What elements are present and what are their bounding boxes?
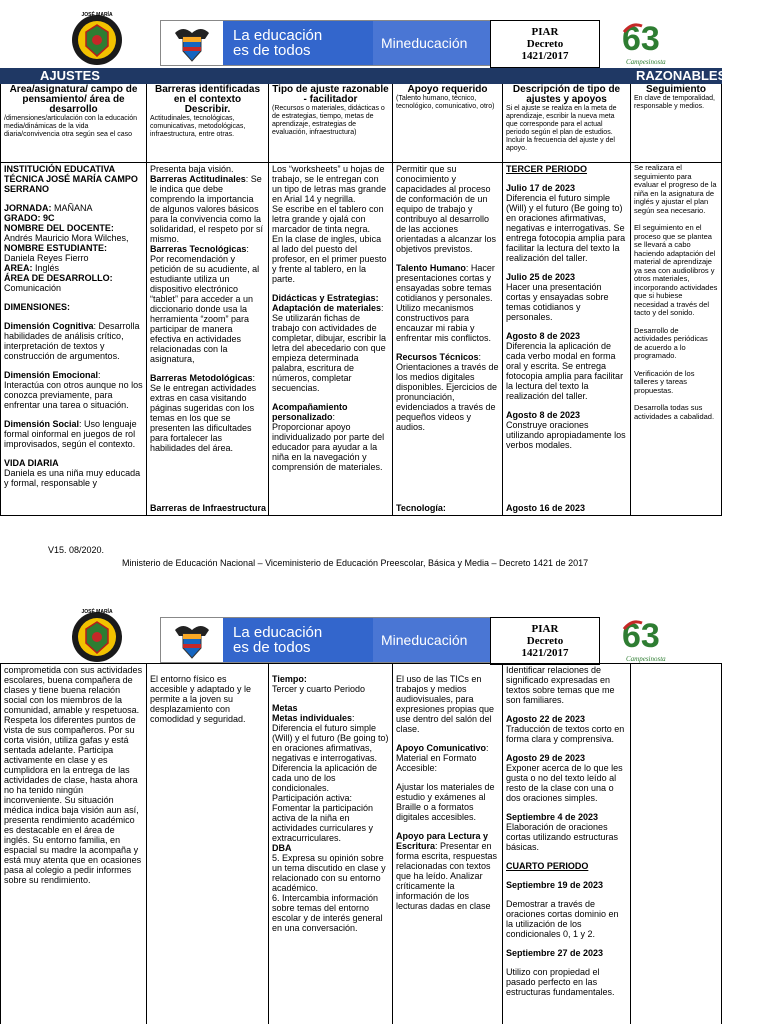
banner-slogan-line2: es de todos — [233, 42, 311, 59]
title-ajustes: AJUSTES — [40, 68, 100, 83]
piar-label: PIAR — [531, 26, 559, 38]
header-col-barreras — [146, 84, 268, 162]
dim-emocional-text: : Interactúa con otros aunque no los conozca previamente, para enfrentar una tarea o situación. — [4, 370, 143, 410]
header-col-sub: /dimensiones/articulación con la educación media/dinámicas de la vida diaria/convivencia otra según sea el caso — [4, 115, 138, 138]
barrera-vision: Presenta baja visión. — [150, 164, 234, 174]
piar-decree-box — [490, 617, 600, 665]
desc-julio-17: Diferencia el futuro simple (Will) y el futuro (Be going to) en oraciones afirmativas, negativas e interrogativas. Se entrega fotocopia amplia para facilitar la lectura del texto la realización del taller. — [506, 193, 626, 263]
desc-agosto-8b: Construye oraciones utilizando apropiadamente los verbos modales. — [506, 420, 626, 450]
barreras-tecnologicas-label: Barreras Tecnológicas — [150, 244, 247, 254]
logo-63-subtitle: Campesinosta — [626, 58, 666, 66]
desc-septiembre-4: Elaboración de oraciones cortas utilizando estructuras básicas. — [506, 822, 619, 852]
header-col-title: Apoyo requerido — [407, 84, 488, 95]
date-septiembre-19: Septiembre 19 de 2023 — [506, 880, 604, 890]
acompanamiento-label: Acompañamiento personalizado — [272, 402, 348, 422]
date-agosto-16: Agosto 16 de 2023 — [506, 503, 586, 513]
header-col-title: Area/asignatura/ campo de pensamiento/ área de desarrollo — [9, 84, 138, 115]
ajuste-tablero: Se escribe en el tablero con letra grande y ojalá con marcador de tinta negra. — [272, 204, 384, 234]
vida-diaria-label: VIDA DIARIA — [4, 458, 59, 468]
header-col-sub: Actitudinales, tecnológicas, comunicativas, metodológicas, infraestructura, entre otras. — [150, 115, 246, 138]
date-septiembre-4: Septiembre 4 de 2023 — [506, 812, 599, 822]
footer-version: V15. 08/2020. — [48, 545, 105, 555]
anniversary-63-logo-icon — [618, 16, 692, 70]
metas-label: Metas — [272, 703, 298, 713]
cell-seguimiento-cont — [630, 664, 722, 1024]
date-agosto-29: Agosto 29 de 2023 — [506, 753, 586, 763]
cell-vida-diaria-cont — [0, 664, 146, 1024]
header-col-title: Barreras identificadas en el contexto Describir. — [154, 84, 261, 115]
area-value: Inglés — [32, 263, 60, 273]
header-col-sub: En clave de temporalidad, responsable y medios. — [634, 95, 715, 110]
school-crest-icon — [70, 607, 124, 665]
cell-area-info — [0, 163, 146, 515]
metas-individuales-text: : Diferencia el futuro simple (Will) y el futuro (Be going to) en oraciones afirmativas, negativas e interrogativas. Diferencia la aplicación de cada uno de los condicionales. — [272, 713, 389, 793]
banner-ministry: Mineducación — [373, 21, 490, 65]
header-col-area — [0, 84, 146, 162]
piar-decree-label: Decreto — [526, 635, 564, 647]
apoyo-comunicativo-label: Apoyo Comunicativo — [396, 743, 487, 753]
ajuste-ubicacion: En la clase de ingles, ubica al lado del puesto del profesor, en el primer puesto y frente al tablero, en la parte. — [272, 234, 387, 284]
banner-slogan-line2: es de todos — [233, 639, 311, 656]
grado-label: GRADO: 9C — [4, 213, 55, 223]
infraestructura-text: El entorno físico es accesible y adaptado y le permite a la joven su desplazamiento con comodidad y seguridad. — [150, 674, 252, 724]
page-header — [0, 597, 768, 665]
area-label: AREA: — [4, 263, 33, 273]
barreras-tecnologicas-text: : Por recomendación y petición de su acudiente, al estudiante utiliza un dispositivo electrónico “tablet” para acceder a un diccionario donde usa la herramienta “zoom” para participar de manera efectiva en actividades relacionadas con la asignatura, — [150, 244, 260, 364]
vida-diaria-continued: comprometida con sus actividades escolares, buena compañera de clases y tiene buena relación social con los miembros de la comunidad, amable y respetuosa. Respeta los diferentes puntos de vista de sus compañeros. Por su corta visión, utiliza gafas y está sentada adelante. Participa activamente en clase y es cumplidora en la entrega de las actividades de clase, hasta ahora no ha tenido ningún inconveniente. Su situación médica indica baja visión aun así, presenta rendimiento académico es destacable en el área de inglés. Su entorno familia, en espacial su madre la acompaña y está muy atenta que en ocasiones pasa al colegio a pedir informes sobre su rendimiento. — [4, 665, 143, 885]
dim-emocional-label: Dimensión Emocional — [4, 370, 99, 380]
header-col-sub: (Recursos o materiales, didácticas o de estrategias, tiempo, metas de aprendizaje, estrategias de evaluación, infraestructura) — [272, 105, 385, 136]
jornada-label: JORNADA: — [4, 203, 52, 213]
table-body-row — [0, 163, 722, 516]
participacion-label: Participación activa — [272, 793, 350, 803]
banner-slogan — [223, 21, 373, 65]
banner-ministry: Mineducación — [373, 618, 490, 662]
cell-tipo-ajuste — [268, 163, 392, 515]
seguimiento-p2: El seguimiento en el proceso que se plantea se llevará a cabo haciendo adaptación del material de aprendizaje ya sea con audiolibros y otros materiales, incorporando actividades que si hubiese necesidad a través del tacto y del sonido. — [634, 223, 718, 317]
logo-63-number: 63 — [622, 617, 660, 655]
apoyo-lectura-label: Apoyo para Lectura y Escritura — [396, 831, 489, 851]
desarrollo-value: Comunicación — [4, 283, 62, 293]
barreras-metodologicas-text: : Se le entregan actividades extras en casa visitando páginas sugeridas con los temas en los que se presenten las dificultades para fortalecer las habilidades del área. — [150, 373, 257, 453]
header-col-apoyo — [392, 84, 502, 162]
cell-apoyo — [392, 163, 502, 515]
date-julio-25: Julio 25 de 2023 — [506, 272, 576, 282]
mineducacion-banner — [160, 20, 490, 66]
tecnologia-label: Tecnología: — [396, 503, 446, 513]
seguimiento-p3: Desarrollo de actividades periódicas de acuerdo a lo programado. — [634, 325, 708, 360]
header-col-title: Descripción de tipo de ajustes y apoyos — [512, 84, 621, 105]
apoyo-comunicativo-text: : Material en Formato Accesible: — [396, 743, 489, 773]
desc-relaciones: Identificar relaciones de significado expresadas en textos sobre temas que me son familiares. — [506, 665, 615, 705]
colombia-shield-icon — [161, 618, 223, 662]
date-septiembre-27: Septiembre 27 de 2023 — [506, 948, 604, 958]
barreras-infraestructura-label: Barreras de Infraestructura — [150, 503, 267, 513]
header-col-title: Seguimiento — [645, 84, 706, 95]
header-col-title: Tipo de ajuste razonable - facilitador — [272, 84, 389, 105]
header-col-seguimiento — [630, 84, 722, 162]
barreras-actitudinales-label: Barreras Actitudinales — [150, 174, 246, 184]
dim-social-text: : Uso lenguaje formal oinformal en juegos de rol improvisados, según el contexto. — [4, 419, 137, 449]
logo-63-subtitle: Campesinosta — [626, 655, 666, 663]
apoyo-braille: Ajustar los materiales de estudio y exámenes al Braille o a formatos digitales accesibles. — [396, 782, 495, 822]
institution-name: INSTITUCIÓN EDUCATIVA TÉCNICA JOSÉ MARÍA CAMPO SERRANO — [4, 164, 138, 194]
desc-julio-25: Hacer una presentación cortas y ensayadas sobre temas cotidianos y personales. — [506, 282, 609, 322]
desc-agosto-22: Traducción de textos corto en forma clara y comprensiva. — [506, 724, 625, 744]
dim-cognitiva-label: Dimensión Cognitiva — [4, 321, 94, 331]
piar-page-2 — [0, 597, 768, 1024]
acompanamiento-text: : Proporcionar apoyo individualizado por parte del educador para ayudar a la niña en la navegación y comprensión de materiales. — [272, 412, 385, 472]
desc-septiembre-19: Demostrar a través de oraciones cortas dominio en la utilización de los condicionales 0, 1 y 2. — [506, 899, 619, 939]
school-crest-icon — [70, 10, 124, 68]
mineducacion-banner — [160, 617, 490, 663]
dim-social-label: Dimensión Social — [4, 419, 80, 429]
docente-value: Andrés Mauricio Mora Wilches, — [4, 233, 129, 243]
piar-label: PIAR — [531, 623, 559, 635]
header-col-sub: (Talento humano, técnico, tecnológico, comunicativo, otro) — [396, 95, 495, 110]
cell-barreras — [146, 163, 268, 515]
dba-label: DBA — [272, 843, 292, 853]
tiempo-value: Tercer y cuarto Periodo — [272, 684, 366, 694]
table-header-row — [0, 84, 722, 163]
date-agosto-22: Agosto 22 de 2023 — [506, 714, 586, 724]
banner-slogan-line1: La educación — [233, 624, 323, 641]
cell-apoyo-cont — [392, 664, 502, 1024]
desc-agosto-29: Exponer acerca de lo que les gusta o no del texto leído al resto de la clase con una o dos oraciones simples. — [506, 763, 623, 803]
cell-seguimiento — [630, 163, 722, 515]
colombia-shield-icon — [161, 21, 223, 65]
title-bar — [0, 68, 727, 84]
desarrollo-label: ÁREA DE DESARROLLO: — [4, 273, 113, 283]
apoyo-conocimiento: Permitir que su conocimiento y capacidades al proceso de conformación de un equipo de trabajo y contribuyo al desarrollo de las acciones orientadas a alcanzar los objetivos previstos. — [396, 164, 497, 254]
piar-decree-box — [490, 20, 600, 68]
banner-slogan — [223, 618, 373, 662]
metas-individuales-label: Metas individuales — [272, 713, 353, 723]
banner-slogan-line1: La educación — [233, 27, 323, 44]
desc-agosto-8a: Diferencia la aplicación de cada verbo modal en forma oral y escrita. Se entrega fotocopia amplia para facilitar la lectura del texto la realización del taller. — [506, 341, 624, 401]
date-agosto-8a: Agosto 8 de 2023 — [506, 331, 581, 341]
recursos-tecnicos-text: : Orientaciones a través de los medios digitales disponibles. Ejercicios de pronunciación, evidenciados a través de pequeños videos y audios. — [396, 352, 499, 432]
tiempo-label: Tiempo — [272, 674, 304, 684]
title-razonables: RAZONABLES — [636, 68, 727, 83]
date-agosto-8b: Agosto 8 de 2023 — [506, 410, 581, 420]
header-col-sub: Si el ajuste se realiza en la meta de aprendizaje, escribir la nueva meta que corresponde para el actual periodo según el plan de estudios. Incluir la frecuencia del ajuste y del apoyo. — [506, 105, 617, 152]
participacion-text: : Fomentar la participación activa de la niña en actividades curriculares y extracurriculares. — [272, 793, 374, 843]
anniversary-63-logo-icon — [618, 613, 692, 667]
adaptacion-label: Adaptación de materiales — [272, 303, 382, 313]
colombia-shield-area — [161, 618, 223, 662]
didacticas-sep: : — [375, 293, 379, 303]
seguimiento-p1: Se realizara el seguimiento para evaluar el progreso de la niña en la asignatura de inglés y ajustar el plan según sea necesario. — [634, 163, 717, 215]
seguimiento-p4: Verificación de los talleres y tareas propuestas. — [634, 368, 695, 395]
cell-tipo-ajuste-cont — [268, 664, 392, 1024]
jornada-value: MAÑANA — [51, 203, 93, 213]
date-julio-17: Julio 17 de 2023 — [506, 183, 576, 193]
didacticas-label: Didácticas y Estrategias — [272, 293, 376, 303]
talento-humano-text: : Hacer presentaciones cortas y ensayadas sobre temas cotidianos y personales. Utilizo mecanismos constructivos para encauzar mi rabia y enfrentar mis conflictos. — [396, 263, 495, 343]
dim-cognitiva-text: : Desarrolla habilidades de análisis crítico, interpretación de textos y construcción de argumentos. — [4, 321, 140, 361]
cell-descripcion — [502, 163, 630, 515]
estudiante-label: NOMBRE ESTUDIANTE: — [4, 243, 107, 253]
dimensiones-label: DIMENSIONES: — [4, 302, 71, 312]
seguimiento-p5: Desarrolla todas sus actividades a cabalidad. — [634, 403, 715, 421]
crest-text: JOSÉ MARÍA — [81, 609, 113, 615]
vida-diaria-text: Daniela es una niña muy educada y formal, responsable y — [4, 468, 141, 488]
recursos-tecnicos-label: Recursos Técnicos — [396, 352, 479, 362]
footer-ministry: Ministerio de Educación Nacional – Viceministerio de Educación Preescolar, Básica y Media – Decreto 1421 de 2017 — [122, 558, 589, 568]
crest-text: JOSÉ MARÍA — [81, 12, 113, 18]
adaptacion-text: : Se utilizarán fichas de trabajo con actividades de completar, dibujar, escribir la letra del abecedario con que empieza determinada palabra, escritura de números, completar secuencias. — [272, 303, 387, 393]
cell-descripcion-cont — [502, 664, 630, 1024]
colombia-shield-area — [161, 21, 223, 65]
header-col-tipo-ajuste — [268, 84, 392, 162]
docente-label: NOMBRE DEL DOCENTE: — [4, 223, 114, 233]
table-body-row-continued — [0, 663, 722, 1024]
barreras-metodologicas-label: Barreras Metodológicas — [150, 373, 253, 383]
estudiante-value: Daniela Reyes Fierro — [4, 253, 89, 263]
cuarto-periodo-label: CUARTO PERIODO — [506, 861, 589, 871]
cell-infraestructura — [146, 664, 268, 1024]
barreras-actitudinales-text: : Se le indica que debe comprendo la importancia de algunos valores básicos para la convivencia como la solidaridad, el respeto por sí mismo. — [150, 174, 264, 244]
ajuste-worksheets: Los “worksheets” u hojas de trabajo, se le entregan con un tipo de letras mas grande en Arial 14 y negrilla. — [272, 164, 387, 204]
piar-decree-number: 1421/2017 — [521, 647, 569, 659]
desc-septiembre-27: Utilizo con propiedad el pasado perfecto en las estructuras fundamentales. — [506, 967, 615, 997]
tercer-periodo-label: TERCER PERIODO — [506, 164, 588, 174]
dba-5: 5. Expresa su opinión sobre un tema discutido en clase y relacionado con su entorno académico. — [272, 853, 386, 893]
header-col-descripcion — [502, 84, 630, 162]
tiempo-sep: : — [303, 674, 307, 684]
logo-63-number: 63 — [622, 20, 660, 58]
apoyo-lectura-text: : Presentar en forma escrita, respuestas relacionadas con textos que ha leído. Analizar críticamente la información de los lecturas dadas en clase — [396, 841, 498, 911]
dba-6: 6. Intercambia información sobre temas del entorno escolar y de interés general en una conversación. — [272, 893, 383, 933]
piar-decree-number: 1421/2017 — [521, 50, 569, 62]
apoyo-tics: El uso de las TICs en trabajos y medios audiovisuales, para expresiones propias que use dentro del salón del clase. — [396, 674, 495, 734]
piar-decree-label: Decreto — [526, 38, 564, 50]
talento-humano-label: Talento Humano — [396, 263, 466, 273]
page-header — [0, 0, 768, 68]
